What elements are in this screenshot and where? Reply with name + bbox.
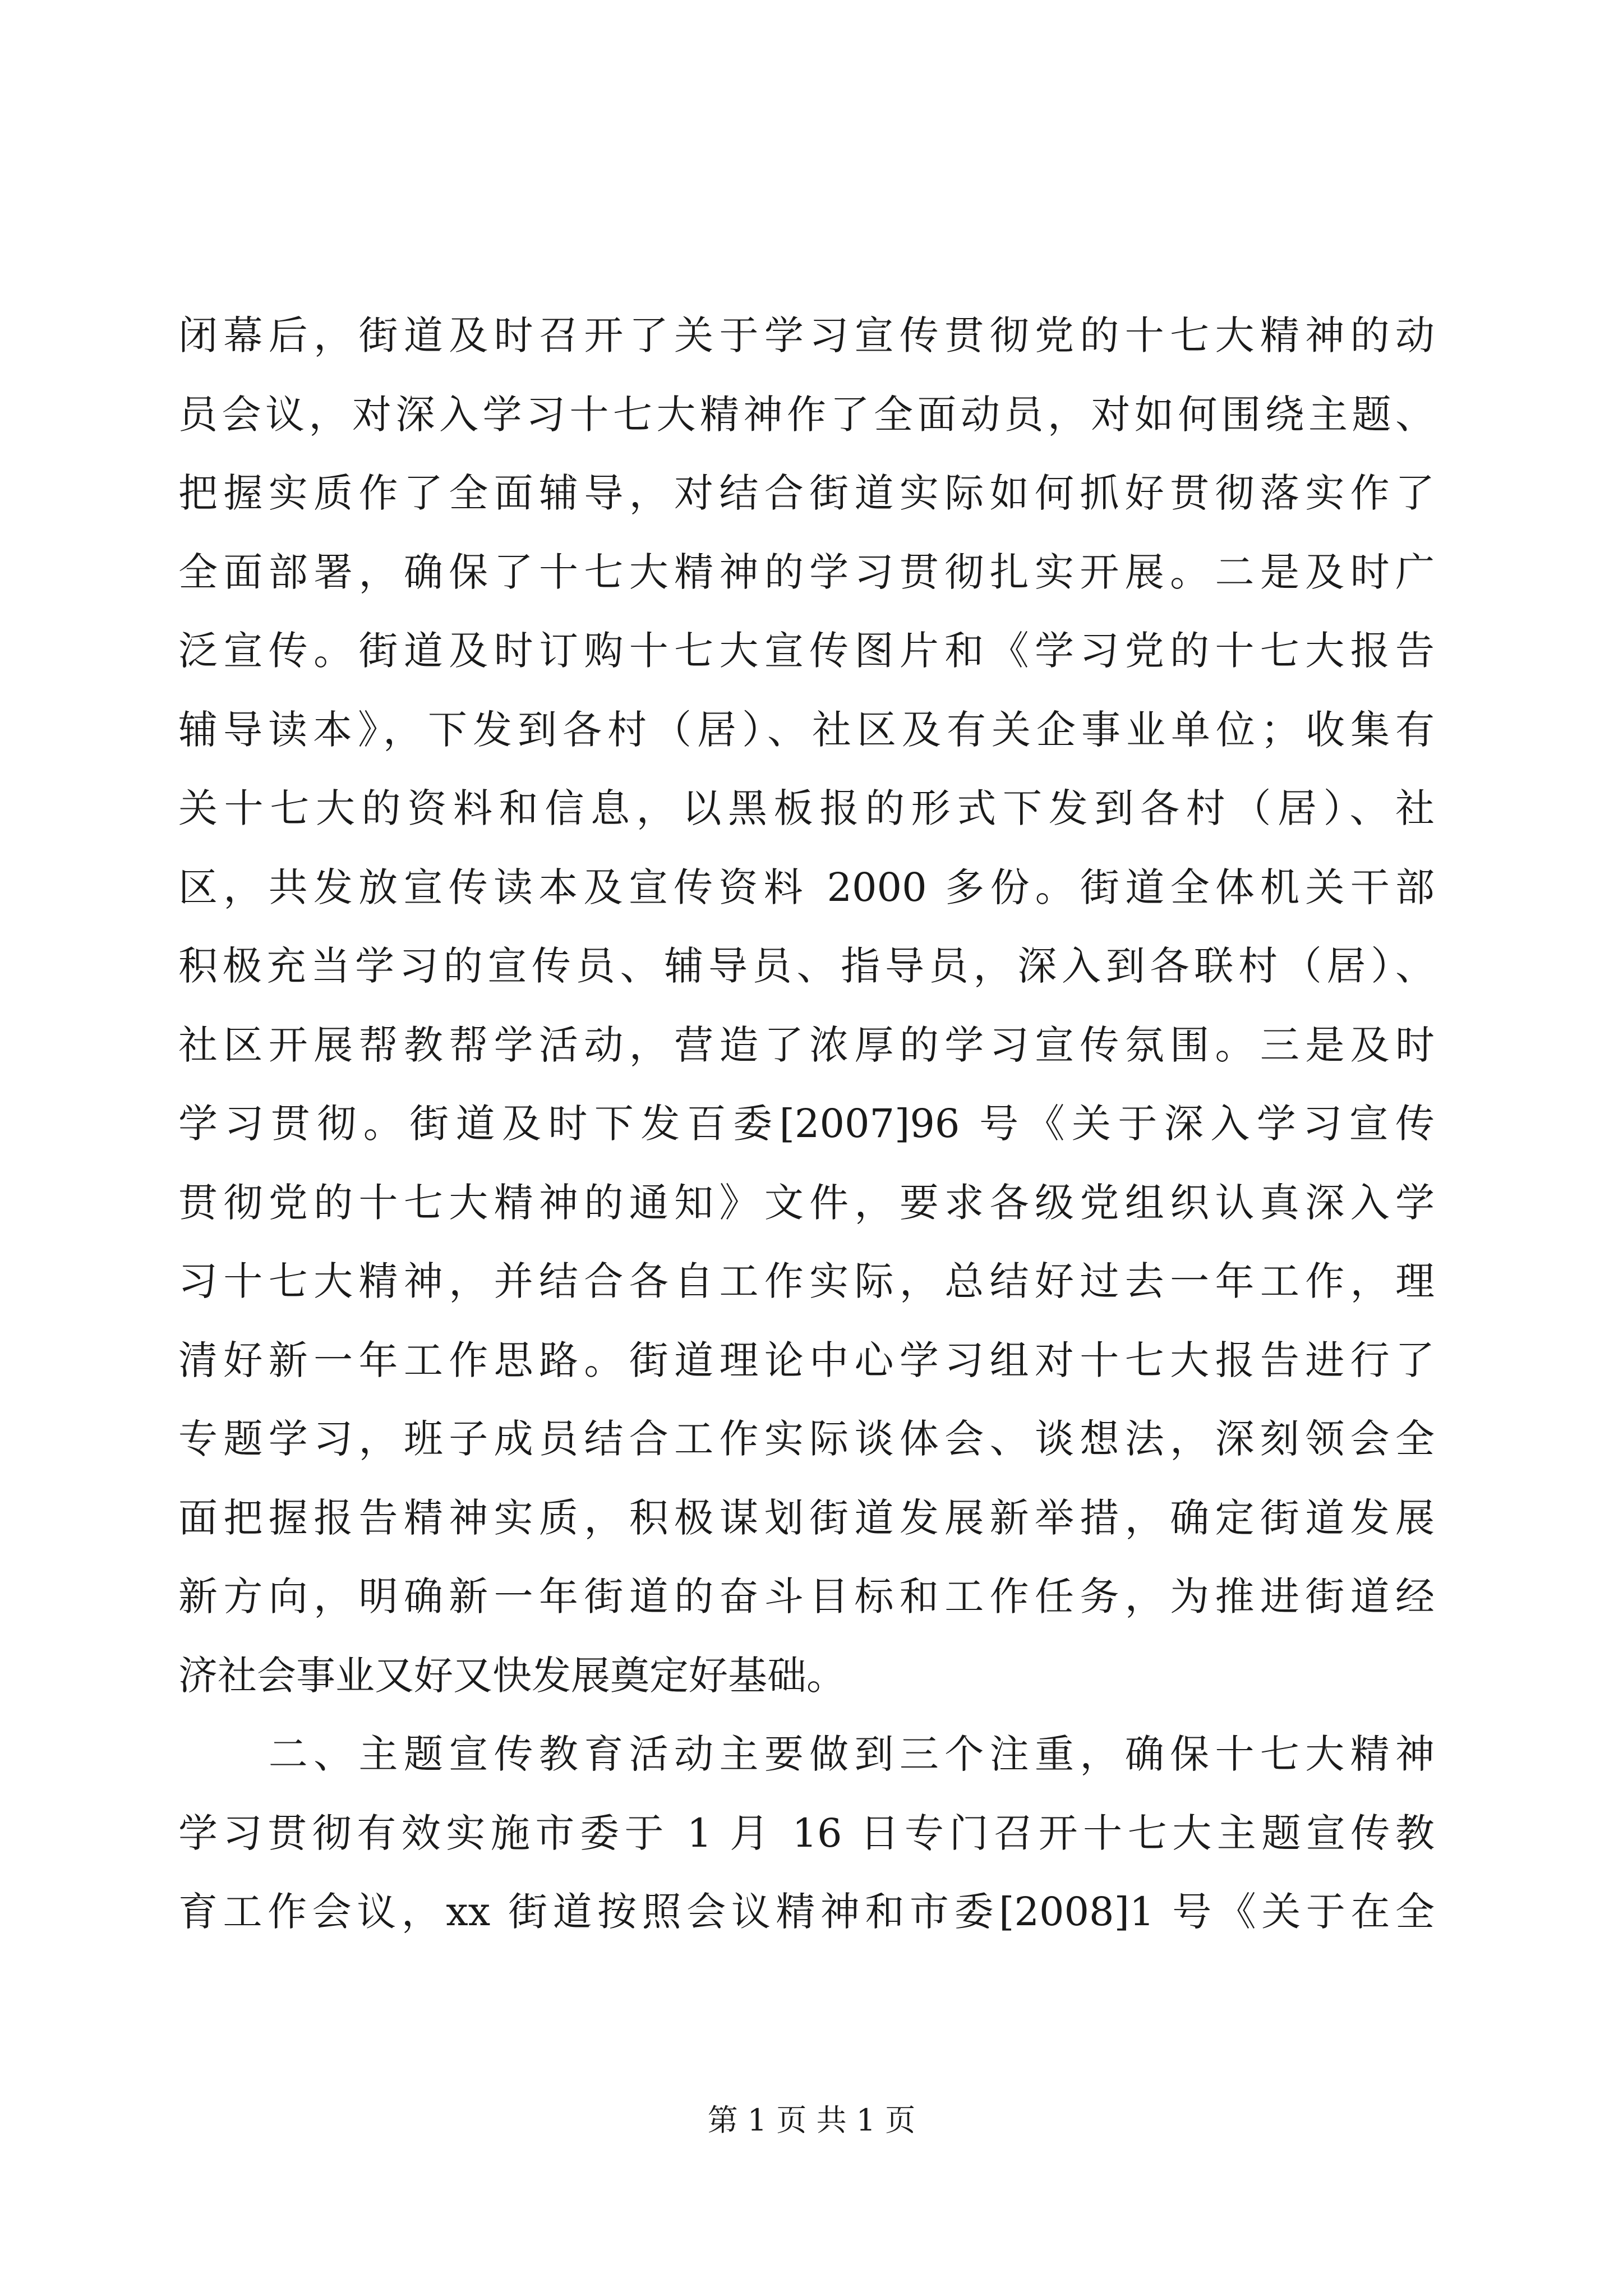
page-footer: 第 1 页 共 1 页 (707, 2102, 916, 2138)
text-line: 区，共发放宣传读本及宣传资料 2000 多份。街道全体机关干部 (178, 864, 1435, 910)
text-line: 关十七大的资料和信息，以黑板报的形式下发到各村（居）、社 (178, 785, 1435, 831)
text-line: 积极充当学习的宣传员、辅导员、指导员，深入到各联村（居）、 (178, 943, 1435, 989)
text-line: 社区开展帮教帮学活动，营造了浓厚的学习宣传氛围。三是及时 (178, 1022, 1435, 1068)
text-line: 面把握报告精神实质，积极谋划街道发展新举措，确定街道发展 (178, 1494, 1435, 1541)
text-line: 辅导读本》，下发到各村（居）、社区及有关企事业单位；收集有 (178, 706, 1435, 753)
text-line: 清好新一年工作思路。街道理论中心学习组对十七大报告进行了 (178, 1337, 1435, 1383)
text-line: 二、主题宣传教育活动主要做到三个注重，确保十七大精神 (178, 1731, 1435, 1777)
text-line: 新方向，明确新一年街道的奋斗目标和工作任务，为推进街道经 (178, 1573, 1435, 1619)
text-line: 学习贯彻。街道及时下发百委[2007]96 号《关于深入学习宣传 (178, 1101, 1435, 1147)
text-line: 济社会事业又好又快发展奠定好基础。 (178, 1652, 846, 1699)
text-line: 专题学习，班子成员结合工作实际谈体会、谈想法，深刻领会全 (178, 1416, 1435, 1462)
text-line: 贯彻党的十七大精神的通知》文件，要求各级党组织认真深入学 (178, 1179, 1435, 1226)
text-line: 育工作会议，xx 街道按照会议精神和市委[2008]1 号《关于在全 (178, 1889, 1435, 1935)
body-text (178, 296, 1435, 1952)
text-line: 闭幕后，街道及时召开了关于学习宣传贯彻党的十七大精神的动 (178, 312, 1435, 358)
text-line: 全面部署，确保了十七大精神的学习贯彻扎实开展。二是及时广 (178, 549, 1435, 595)
text-line: 泛宣传。街道及时订购十七大宣传图片和《学习党的十七大报告 (178, 628, 1435, 674)
text-line: 学习贯彻有效实施市委于 1 月 16 日专门召开十七大主题宣传教 (178, 1810, 1435, 1856)
text-line: 把握实质作了全面辅导，对结合街道实际如何抓好贯彻落实作了 (178, 470, 1435, 516)
text-line: 员会议，对深入学习十七大精神作了全面动员，对如何围绕主题、 (178, 391, 1435, 438)
text-line: 习十七大精神，并结合各自工作实际，总结好过去一年工作，理 (178, 1258, 1435, 1304)
